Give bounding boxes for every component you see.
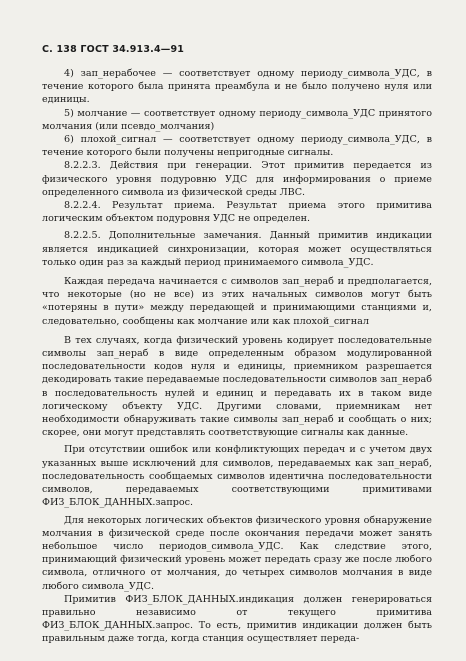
paragraph-2: 5) молчание — соответствует одному периоду_символа_УДС принятого молчания (или псевдо_молчания) bbox=[42, 107, 432, 132]
paragraph-3: 6) плохой_сигнал — соответствует одному периоду_символа_УДС, в течение которого были получены непригодные сигналы. bbox=[42, 134, 432, 159]
paragraph-6: 8.2.2.5. Дополнительные замечания. Данный примитив индикации является индикацией синхронизации, которая может осуществляться только один раз за каждый период принимаемого символа_УДС. bbox=[42, 230, 432, 268]
paragraph-5: 8.2.2.4. Результат приема. Результат приема этого примитива логическим объектом подуровня УДС не определен. bbox=[42, 200, 432, 225]
paragraph-7: Каждая передача начинается с символов зап_нераб и предполагается, что некоторые (но не все) из этих начальных символов могут быть «потеряны в пути» между передающей и принимающими станциями и, следовательно, сообщены как молчание или как плохой_сигнал bbox=[42, 276, 432, 327]
paragraph-11: Примитив ФИЗ_БЛОК_ДАННЫХ.индикация должен генерироваться правильно независимо от текущего примитива ФИЗ_БЛОК_ДАННЫХ.запрос. То есть, примитив индикации должен быть правильным даже тогда, когда станция осуществляет переда- bbox=[42, 593, 432, 645]
paragraph-4: 8.2.2.3. Действия при генерации. Этот примитив передается из физического уровня подуровню УДС для информирования о приеме определенного символа из физической среды ЛВС. bbox=[42, 160, 432, 198]
paragraph-10: Для некоторых логических объектов физического уровня обнаружение молчания в физической среде после окончания передачи может занять небольшое число периодов_символа_УДС. Как следствие этого, принимающий физический уровень может передать сразу же после любого символа, отличного от молчания, до четырех символов молчания в виде любого символа_УДС. bbox=[42, 514, 432, 592]
paragraph-9: При отсутствии ошибок или конфликтующих передач и с учетом двух указанных выше исключений для символов, передаваемых как зап_нераб, последовательность сообщаемых символов идентична последовательности символов, передаваемых соответствующими примитивами ФИЗ_БЛОК_ДАННЫХ.запрос. bbox=[42, 444, 432, 509]
page-header: С. 138 ГОСТ 34.913.4—91 bbox=[42, 44, 185, 55]
paragraph-8: В тех случаях, когда физический уровень кодирует последовательные символы зап_нераб в виде определенным образом модулированной последовательности кодов нуля и единицы, приемником разрешается декодировать такие передаваемые последовательности символов зап_нераб в последовательность нулей и единиц и передавать их в таком виде логическому объекту УДС. Другими словами, приемникам нет необходимости обнаруживать такие символы зап_нераб и сообщать о них; скорее, они могут представлять соответствующие сигналы как данные. bbox=[42, 334, 432, 439]
paragraph-1: 4) зап_нерабочее — соответствует одному периоду_символа_УДС, в течение которого была принята преамбула и не было получено нуля или единицы. bbox=[42, 68, 432, 106]
